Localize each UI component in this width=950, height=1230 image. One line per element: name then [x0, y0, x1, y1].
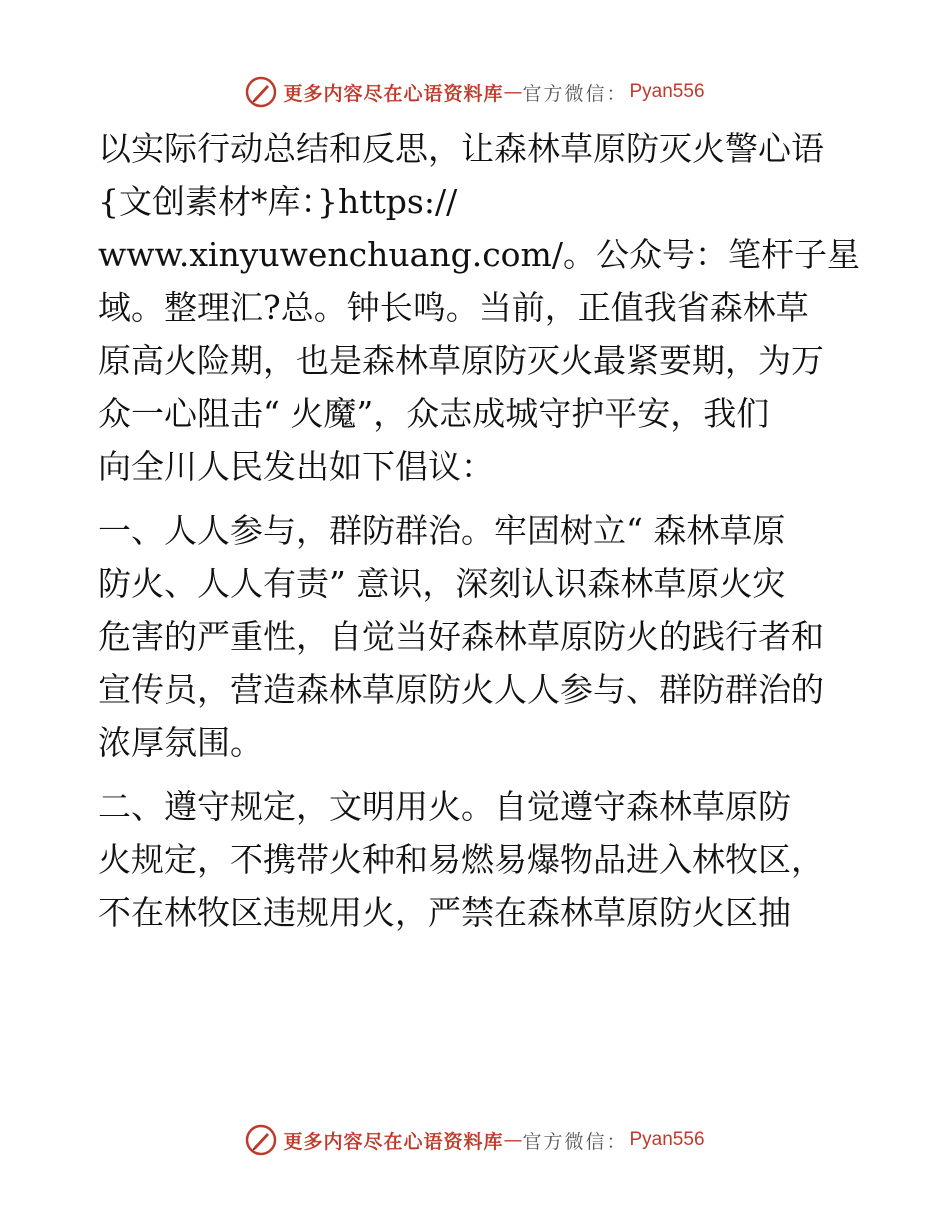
paragraph-item-two: [98, 780, 858, 939]
paragraph-intro: [98, 122, 858, 493]
paragraph-item-one: [98, 504, 858, 769]
text-line: 原高火险期，也是森林草原防灭火最紧要期，为万: [98, 341, 824, 380]
text-line: 宣传员，营造森林草原防火人人参与、群防群治的: [98, 670, 824, 709]
text-line: 二、遵守规定，文明用火。自觉遵守森林草原防: [98, 787, 791, 826]
footer-watermark-banner: [0, 1120, 950, 1160]
text-line: 向全川人民发出如下倡议：: [98, 447, 494, 486]
banner-wechat-handle: Pyan556: [629, 81, 705, 102]
text-line: www.xinyuwenchuang.com/。公众号：笔杆子星: [98, 235, 860, 274]
quill-pen-logo-icon: [245, 76, 277, 108]
document-body: [98, 122, 858, 939]
text-line: 一、人人参与，群防群治。牢固树立“ 森林草原: [98, 511, 786, 550]
header-watermark-banner: [0, 72, 950, 112]
banner-separator: —: [503, 81, 523, 103]
text-line: 域。整理汇?总。钟长鸣。当前，正值我省森林草: [98, 288, 809, 327]
text-line: 以实际行动总结和反思，让森林草原防灭火警心语: [98, 129, 824, 168]
text-line: 防火、人人有责” 意识，深刻认识森林草原火灾: [98, 564, 786, 603]
quill-pen-logo-icon: [245, 1124, 277, 1156]
text-line: 浓厚氛围。: [98, 723, 263, 762]
banner-wechat-label: 官方微信：: [522, 82, 628, 105]
text-line: 危害的严重性，自觉当好森林草原防火的践行者和: [98, 617, 824, 656]
banner-brand-text: 更多内容尽在心语资料库: [283, 82, 504, 105]
text-line: 火规定，不携带火种和易燃易爆物品进入林牧区，: [98, 840, 824, 879]
banner-brand-text: 更多内容尽在心语资料库: [283, 1130, 504, 1153]
text-line: 众一心阻击“ 火魔”，众志成城守护平安，我们: [98, 394, 770, 433]
banner-wechat-handle: Pyan556: [629, 1129, 705, 1150]
paragraph-spacer: [98, 769, 858, 780]
text-line: {文创素材*库：}https://: [98, 182, 458, 221]
text-line: 不在林牧区违规用火，严禁在森林草原防火区抽: [98, 893, 791, 932]
banner-separator: —: [503, 1129, 523, 1151]
paragraph-spacer: [98, 493, 858, 504]
banner-wechat-label: 官方微信：: [522, 1130, 628, 1153]
